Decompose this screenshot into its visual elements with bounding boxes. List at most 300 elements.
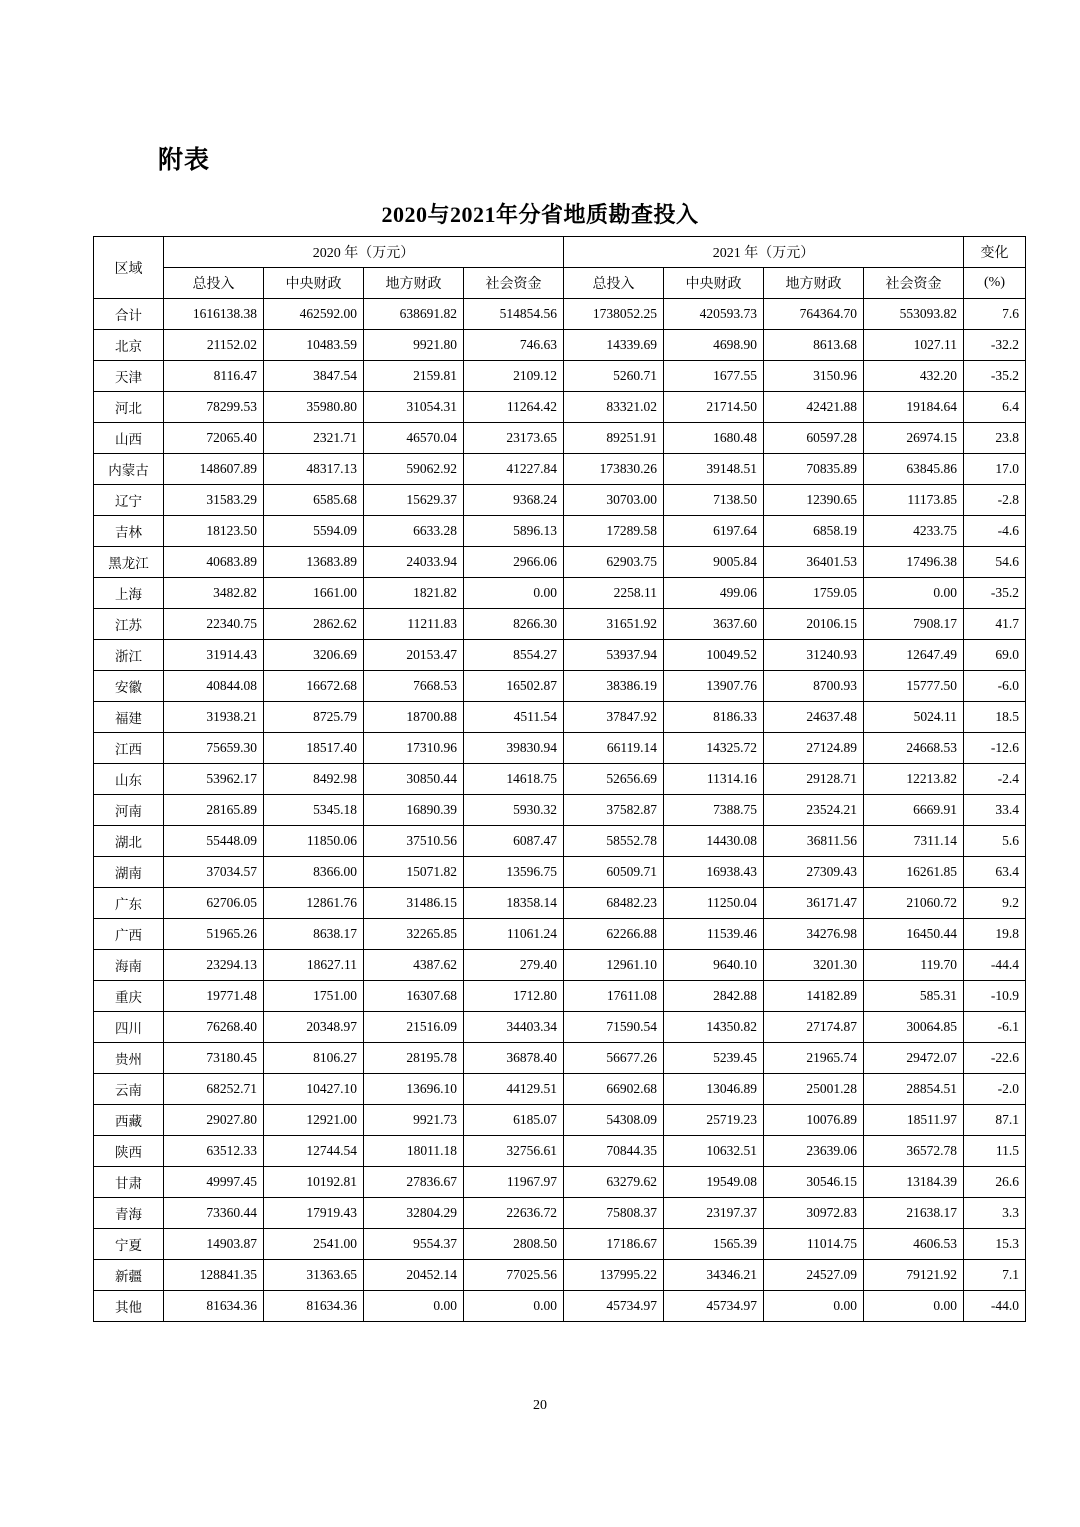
cell-2020-social: 39830.94	[464, 733, 564, 764]
cell-2021-social: 1027.11	[864, 330, 964, 361]
cell-2020-total: 72065.40	[164, 423, 264, 454]
cell-2021-local: 34276.98	[764, 919, 864, 950]
cell-region: 山东	[94, 764, 164, 795]
table-header	[94, 237, 1026, 299]
cell-2021-social: 7311.14	[864, 826, 964, 857]
cell-2021-social: 19184.64	[864, 392, 964, 423]
table-row	[94, 764, 1026, 795]
cell-region: 江西	[94, 733, 164, 764]
table-row	[94, 423, 1026, 454]
table-row	[94, 702, 1026, 733]
cell-2021-central: 19549.08	[664, 1167, 764, 1198]
cell-2020-social: 77025.56	[464, 1260, 564, 1291]
cell-2020-social: 1712.80	[464, 981, 564, 1012]
cell-region: 合计	[94, 299, 164, 330]
cell-region: 西藏	[94, 1105, 164, 1136]
cell-2020-local: 13696.10	[364, 1074, 464, 1105]
cell-2021-central: 14350.82	[664, 1012, 764, 1043]
cell-2020-total: 148607.89	[164, 454, 264, 485]
cell-2020-central: 6585.68	[264, 485, 364, 516]
cell-2021-social: 16261.85	[864, 857, 964, 888]
cell-change: -32.2	[964, 330, 1026, 361]
cell-2020-central: 8725.79	[264, 702, 364, 733]
cell-2021-local: 10076.89	[764, 1105, 864, 1136]
cell-2021-total: 52656.69	[564, 764, 664, 795]
cell-2020-central: 2862.62	[264, 609, 364, 640]
cell-region: 江苏	[94, 609, 164, 640]
cell-change: 87.1	[964, 1105, 1026, 1136]
cell-2020-social: 5930.32	[464, 795, 564, 826]
cell-2020-social: 41227.84	[464, 454, 564, 485]
cell-2020-social: 44129.51	[464, 1074, 564, 1105]
cell-2021-central: 13046.89	[664, 1074, 764, 1105]
cell-2021-local: 23524.21	[764, 795, 864, 826]
cell-2020-central: 17919.43	[264, 1198, 364, 1229]
cell-2021-social: 0.00	[864, 1291, 964, 1322]
cell-2020-local: 20452.14	[364, 1260, 464, 1291]
cell-change: 6.4	[964, 392, 1026, 423]
cell-change: 7.1	[964, 1260, 1026, 1291]
cell-2021-central: 11314.16	[664, 764, 764, 795]
cell-region: 福建	[94, 702, 164, 733]
cell-2020-total: 55448.09	[164, 826, 264, 857]
cell-2020-social: 746.63	[464, 330, 564, 361]
cell-2021-total: 56677.26	[564, 1043, 664, 1074]
cell-change: -35.2	[964, 361, 1026, 392]
cell-2021-central: 11250.04	[664, 888, 764, 919]
cell-2020-social: 5896.13	[464, 516, 564, 547]
cell-2021-total: 17611.08	[564, 981, 664, 1012]
cell-2020-social: 16502.87	[464, 671, 564, 702]
table-row	[94, 392, 1026, 423]
cell-2021-social: 4606.53	[864, 1229, 964, 1260]
cell-2020-social: 0.00	[464, 578, 564, 609]
cell-2021-social: 13184.39	[864, 1167, 964, 1198]
cell-change: 3.3	[964, 1198, 1026, 1229]
cell-region: 河南	[94, 795, 164, 826]
cell-2020-local: 15629.37	[364, 485, 464, 516]
cell-2020-total: 49997.45	[164, 1167, 264, 1198]
cell-2020-central: 3847.54	[264, 361, 364, 392]
cell-2021-social: 17496.38	[864, 547, 964, 578]
cell-2020-total: 31583.29	[164, 485, 264, 516]
table-row	[94, 1291, 1026, 1322]
cell-2021-social: 553093.82	[864, 299, 964, 330]
cell-2020-central: 12861.76	[264, 888, 364, 919]
cell-2021-central: 10049.52	[664, 640, 764, 671]
cell-2020-central: 18517.40	[264, 733, 364, 764]
table-row	[94, 733, 1026, 764]
cell-2020-central: 8106.27	[264, 1043, 364, 1074]
cell-region: 甘肃	[94, 1167, 164, 1198]
cell-2020-local: 21516.09	[364, 1012, 464, 1043]
cell-2021-local: 6858.19	[764, 516, 864, 547]
header-group-2020: 2020 年（万元）	[164, 237, 564, 268]
cell-2020-central: 12744.54	[264, 1136, 364, 1167]
cell-2021-central: 499.06	[664, 578, 764, 609]
cell-change: -35.2	[964, 578, 1026, 609]
table-row	[94, 795, 1026, 826]
cell-2021-total: 89251.91	[564, 423, 664, 454]
cell-2020-local: 15071.82	[364, 857, 464, 888]
cell-2020-total: 40683.89	[164, 547, 264, 578]
cell-2021-social: 0.00	[864, 578, 964, 609]
cell-2021-central: 1677.55	[664, 361, 764, 392]
cell-2021-total: 37847.92	[564, 702, 664, 733]
cell-2020-total: 62706.05	[164, 888, 264, 919]
cell-2020-central: 5345.18	[264, 795, 364, 826]
cell-2020-total: 14903.87	[164, 1229, 264, 1260]
cell-2021-local: 14182.89	[764, 981, 864, 1012]
cell-2020-total: 37034.57	[164, 857, 264, 888]
cell-region: 湖南	[94, 857, 164, 888]
cell-2020-total: 40844.08	[164, 671, 264, 702]
cell-2021-local: 0.00	[764, 1291, 864, 1322]
cell-2021-total: 62266.88	[564, 919, 664, 950]
cell-region: 上海	[94, 578, 164, 609]
cell-2021-total: 12961.10	[564, 950, 664, 981]
cell-2020-total: 23294.13	[164, 950, 264, 981]
cell-2020-central: 20348.97	[264, 1012, 364, 1043]
cell-2020-social: 11061.24	[464, 919, 564, 950]
cell-change: -10.9	[964, 981, 1026, 1012]
cell-2020-social: 2966.06	[464, 547, 564, 578]
cell-2021-total: 37582.87	[564, 795, 664, 826]
cell-region: 重庆	[94, 981, 164, 1012]
cell-2021-total: 66902.68	[564, 1074, 664, 1105]
cell-change: 15.3	[964, 1229, 1026, 1260]
cell-2021-total: 45734.97	[564, 1291, 664, 1322]
cell-2021-local: 29128.71	[764, 764, 864, 795]
cell-change: 41.7	[964, 609, 1026, 640]
cell-2020-total: 73180.45	[164, 1043, 264, 1074]
table-row	[94, 299, 1026, 330]
table-row	[94, 981, 1026, 1012]
cell-2020-local: 59062.92	[364, 454, 464, 485]
table-header-row-subcolumns	[94, 268, 1026, 299]
cell-2021-social: 79121.92	[864, 1260, 964, 1291]
cell-2021-central: 6197.64	[664, 516, 764, 547]
cell-region: 浙江	[94, 640, 164, 671]
cell-2021-central: 39148.51	[664, 454, 764, 485]
cell-2021-central: 7388.75	[664, 795, 764, 826]
cell-2021-central: 10632.51	[664, 1136, 764, 1167]
cell-2021-social: 21060.72	[864, 888, 964, 919]
cell-2020-local: 6633.28	[364, 516, 464, 547]
cell-2020-local: 27836.67	[364, 1167, 464, 1198]
table-row	[94, 1105, 1026, 1136]
cell-2021-central: 23197.37	[664, 1198, 764, 1229]
table-row	[94, 609, 1026, 640]
cell-2021-local: 8700.93	[764, 671, 864, 702]
cell-2021-total: 58552.78	[564, 826, 664, 857]
cell-2020-social: 2109.12	[464, 361, 564, 392]
cell-2021-central: 14430.08	[664, 826, 764, 857]
cell-2020-central: 10427.10	[264, 1074, 364, 1105]
cell-2020-social: 4511.54	[464, 702, 564, 733]
cell-2021-total: 70844.35	[564, 1136, 664, 1167]
table-row	[94, 1043, 1026, 1074]
cell-region: 广东	[94, 888, 164, 919]
header-region: 区域	[94, 237, 164, 299]
cell-change: 17.0	[964, 454, 1026, 485]
cell-2021-central: 25719.23	[664, 1105, 764, 1136]
cell-change: 7.6	[964, 299, 1026, 330]
cell-2020-local: 37510.56	[364, 826, 464, 857]
cell-change: -4.6	[964, 516, 1026, 547]
cell-2021-total: 75808.37	[564, 1198, 664, 1229]
cell-2020-local: 31054.31	[364, 392, 464, 423]
table-row	[94, 578, 1026, 609]
table-row	[94, 950, 1026, 981]
cell-2021-central: 420593.73	[664, 299, 764, 330]
cell-2021-total: 71590.54	[564, 1012, 664, 1043]
table-row	[94, 1136, 1026, 1167]
cell-region: 安徽	[94, 671, 164, 702]
cell-2021-total: 1738052.25	[564, 299, 664, 330]
cell-2020-local: 16307.68	[364, 981, 464, 1012]
cell-2020-local: 2159.81	[364, 361, 464, 392]
cell-2020-local: 638691.82	[364, 299, 464, 330]
cell-2021-local: 36811.56	[764, 826, 864, 857]
cell-2020-central: 35980.80	[264, 392, 364, 423]
cell-2021-total: 31651.92	[564, 609, 664, 640]
cell-2021-central: 4698.90	[664, 330, 764, 361]
cell-2020-local: 7668.53	[364, 671, 464, 702]
cell-2021-local: 764364.70	[764, 299, 864, 330]
cell-2021-local: 30972.83	[764, 1198, 864, 1229]
header-2021-local: 地方财政	[764, 268, 864, 299]
cell-2020-central: 2321.71	[264, 423, 364, 454]
cell-2021-total: 137995.22	[564, 1260, 664, 1291]
table-row	[94, 1167, 1026, 1198]
cell-2020-social: 23173.65	[464, 423, 564, 454]
cell-region: 天津	[94, 361, 164, 392]
cell-2020-social: 279.40	[464, 950, 564, 981]
appendix-label: 附表	[158, 147, 211, 174]
cell-2021-total: 62903.75	[564, 547, 664, 578]
cell-2020-total: 29027.80	[164, 1105, 264, 1136]
cell-2020-social: 36878.40	[464, 1043, 564, 1074]
cell-change: 23.8	[964, 423, 1026, 454]
cell-2021-social: 5024.11	[864, 702, 964, 733]
cell-2021-local: 3201.30	[764, 950, 864, 981]
cell-2020-central: 11850.06	[264, 826, 364, 857]
cell-region: 宁夏	[94, 1229, 164, 1260]
header-2020-social: 社会资金	[464, 268, 564, 299]
cell-2020-local: 46570.04	[364, 423, 464, 454]
cell-2020-social: 0.00	[464, 1291, 564, 1322]
cell-2021-central: 8186.33	[664, 702, 764, 733]
cell-2020-total: 51965.26	[164, 919, 264, 950]
cell-2021-central: 1565.39	[664, 1229, 764, 1260]
cell-change: -12.6	[964, 733, 1026, 764]
cell-2021-total: 63279.62	[564, 1167, 664, 1198]
cell-change: -22.6	[964, 1043, 1026, 1074]
cell-2020-social: 11264.42	[464, 392, 564, 423]
table-row	[94, 671, 1026, 702]
cell-2020-central: 10483.59	[264, 330, 364, 361]
table-row	[94, 361, 1026, 392]
cell-region: 河北	[94, 392, 164, 423]
cell-2020-total: 28165.89	[164, 795, 264, 826]
cell-2020-central: 462592.00	[264, 299, 364, 330]
cell-2021-social: 29472.07	[864, 1043, 964, 1074]
cell-2021-local: 27124.89	[764, 733, 864, 764]
cell-2020-central: 31363.65	[264, 1260, 364, 1291]
cell-2021-central: 34346.21	[664, 1260, 764, 1291]
table-row	[94, 547, 1026, 578]
cell-2021-total: 17289.58	[564, 516, 664, 547]
cell-region: 青海	[94, 1198, 164, 1229]
table-row	[94, 1260, 1026, 1291]
cell-2021-central: 45734.97	[664, 1291, 764, 1322]
cell-2021-central: 1680.48	[664, 423, 764, 454]
cell-2020-central: 18627.11	[264, 950, 364, 981]
cell-2021-social: 30064.85	[864, 1012, 964, 1043]
cell-2020-local: 28195.78	[364, 1043, 464, 1074]
cell-2021-total: 53937.94	[564, 640, 664, 671]
cell-2021-social: 4233.75	[864, 516, 964, 547]
header-2020-local: 地方财政	[364, 268, 464, 299]
cell-2020-total: 21152.02	[164, 330, 264, 361]
cell-2020-local: 4387.62	[364, 950, 464, 981]
cell-2020-local: 11211.83	[364, 609, 464, 640]
cell-region: 内蒙古	[94, 454, 164, 485]
cell-2021-central: 7138.50	[664, 485, 764, 516]
cell-2021-central: 16938.43	[664, 857, 764, 888]
cell-2021-total: 60509.71	[564, 857, 664, 888]
cell-change: 9.2	[964, 888, 1026, 919]
cell-2021-social: 11173.85	[864, 485, 964, 516]
cell-change: 18.5	[964, 702, 1026, 733]
cell-2020-central: 8638.17	[264, 919, 364, 950]
cell-2021-central: 13907.76	[664, 671, 764, 702]
cell-2020-local: 18011.18	[364, 1136, 464, 1167]
cell-change: -44.0	[964, 1291, 1026, 1322]
page-title: 2020与2021年分省地质勘查投入	[381, 202, 699, 227]
cell-region: 山西	[94, 423, 164, 454]
cell-2020-total: 8116.47	[164, 361, 264, 392]
cell-2020-total: 53962.17	[164, 764, 264, 795]
table-body	[94, 299, 1026, 1322]
cell-2021-social: 26974.15	[864, 423, 964, 454]
cell-2020-total: 73360.44	[164, 1198, 264, 1229]
cell-2020-central: 16672.68	[264, 671, 364, 702]
table-row	[94, 516, 1026, 547]
cell-2020-total: 68252.71	[164, 1074, 264, 1105]
cell-region: 贵州	[94, 1043, 164, 1074]
cell-2021-central: 3637.60	[664, 609, 764, 640]
cell-region: 新疆	[94, 1260, 164, 1291]
cell-2020-central: 48317.13	[264, 454, 364, 485]
cell-2021-total: 54308.09	[564, 1105, 664, 1136]
cell-2020-social: 32756.61	[464, 1136, 564, 1167]
cell-2020-central: 2541.00	[264, 1229, 364, 1260]
cell-2020-social: 6185.07	[464, 1105, 564, 1136]
cell-2021-local: 23639.06	[764, 1136, 864, 1167]
cell-2021-total: 5260.71	[564, 361, 664, 392]
header-change-unit: (%)	[964, 268, 1026, 299]
cell-2020-social: 8554.27	[464, 640, 564, 671]
cell-2021-central: 9005.84	[664, 547, 764, 578]
cell-change: 69.0	[964, 640, 1026, 671]
cell-2020-central: 10192.81	[264, 1167, 364, 1198]
cell-change: -44.4	[964, 950, 1026, 981]
cell-2020-total: 76268.40	[164, 1012, 264, 1043]
cell-2020-local: 32265.85	[364, 919, 464, 950]
cell-2021-local: 24637.48	[764, 702, 864, 733]
cell-2021-social: 16450.44	[864, 919, 964, 950]
cell-region: 陕西	[94, 1136, 164, 1167]
cell-change: -6.0	[964, 671, 1026, 702]
cell-2021-total: 14339.69	[564, 330, 664, 361]
cell-2020-total: 31938.21	[164, 702, 264, 733]
cell-2020-local: 9921.80	[364, 330, 464, 361]
cell-2020-total: 81634.36	[164, 1291, 264, 1322]
cell-2021-total: 38386.19	[564, 671, 664, 702]
cell-2020-total: 31914.43	[164, 640, 264, 671]
geological-investment-table	[93, 236, 1026, 1322]
cell-change: -2.0	[964, 1074, 1026, 1105]
cell-change: 33.4	[964, 795, 1026, 826]
header-2021-social: 社会资金	[864, 268, 964, 299]
cell-2021-social: 63845.86	[864, 454, 964, 485]
cell-2020-local: 20153.47	[364, 640, 464, 671]
cell-2020-social: 8266.30	[464, 609, 564, 640]
cell-region: 海南	[94, 950, 164, 981]
cell-2021-central: 5239.45	[664, 1043, 764, 1074]
cell-region: 广西	[94, 919, 164, 950]
cell-2021-social: 21638.17	[864, 1198, 964, 1229]
cell-2020-local: 9554.37	[364, 1229, 464, 1260]
cell-2020-social: 6087.47	[464, 826, 564, 857]
cell-change: 63.4	[964, 857, 1026, 888]
cell-change: 5.6	[964, 826, 1026, 857]
cell-2021-local: 1759.05	[764, 578, 864, 609]
table-row	[94, 1229, 1026, 1260]
cell-change: 11.5	[964, 1136, 1026, 1167]
cell-2020-local: 0.00	[364, 1291, 464, 1322]
page-number: 20	[533, 1398, 547, 1413]
cell-2021-social: 18511.97	[864, 1105, 964, 1136]
cell-2020-central: 8492.98	[264, 764, 364, 795]
cell-2020-central: 1661.00	[264, 578, 364, 609]
cell-2020-total: 78299.53	[164, 392, 264, 423]
cell-2020-local: 31486.15	[364, 888, 464, 919]
cell-2021-local: 12390.65	[764, 485, 864, 516]
cell-2021-total: 30703.00	[564, 485, 664, 516]
cell-2020-social: 18358.14	[464, 888, 564, 919]
header-change: 变化	[964, 237, 1026, 268]
cell-2021-social: 24668.53	[864, 733, 964, 764]
cell-2021-social: 7908.17	[864, 609, 964, 640]
cell-2021-total: 66119.14	[564, 733, 664, 764]
cell-2020-local: 30850.44	[364, 764, 464, 795]
cell-2021-social: 119.70	[864, 950, 964, 981]
cell-2021-local: 3150.96	[764, 361, 864, 392]
cell-2021-social: 585.31	[864, 981, 964, 1012]
cell-2020-total: 63512.33	[164, 1136, 264, 1167]
table-row	[94, 485, 1026, 516]
table-header-row-groups	[94, 237, 1026, 268]
cell-2020-central: 13683.89	[264, 547, 364, 578]
cell-2021-central: 2842.88	[664, 981, 764, 1012]
cell-2020-local: 32804.29	[364, 1198, 464, 1229]
header-2020-central: 中央财政	[264, 268, 364, 299]
cell-2021-local: 11014.75	[764, 1229, 864, 1260]
cell-region: 辽宁	[94, 485, 164, 516]
